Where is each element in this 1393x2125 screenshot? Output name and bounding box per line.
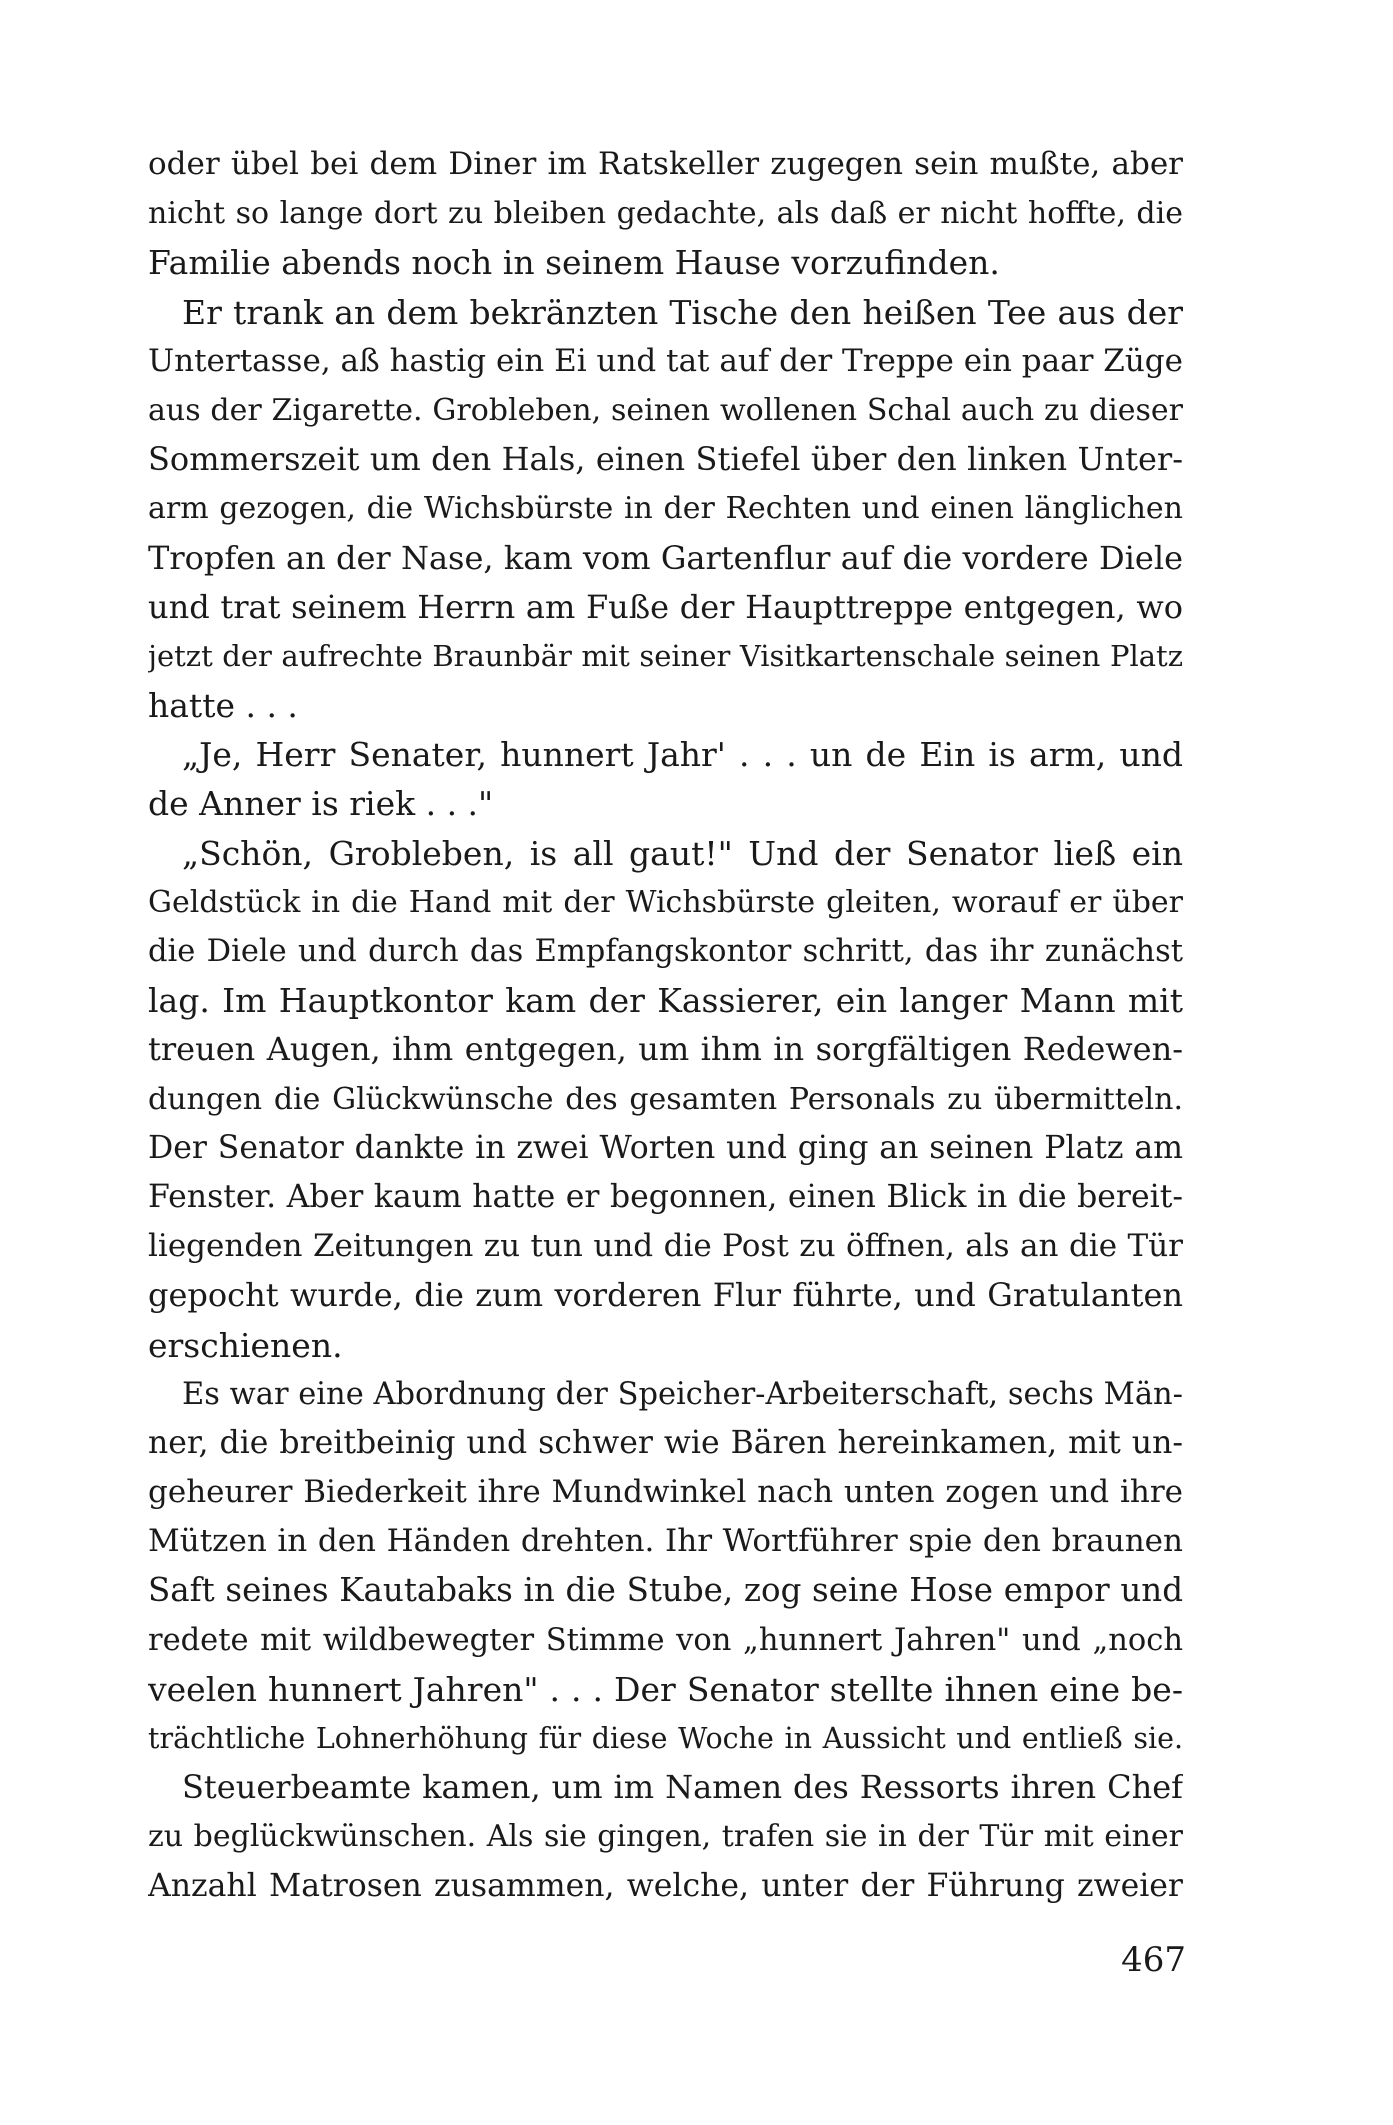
text-line: Steuerbeamte kamen, um im Namen des Ressorts ihren Chef — [182, 1768, 1183, 1807]
text-line: Familie abends noch in seinem Hause vorzufinden. — [148, 243, 1000, 283]
text-line: ner, die breitbeinig und schwer wie Bären hereinkamen, mit un- — [148, 1424, 1183, 1461]
text-line: „Schön, Grobleben, is all gaut!" Und der Senator ließ ein — [182, 833, 1183, 873]
text-line: geheurer Biederkeit ihre Mundwinkel nach unten zogen und ihre — [148, 1474, 1183, 1511]
text-line: Geldstück in die Hand mit der Wichsbürste gleiten, worauf er über — [148, 884, 1183, 920]
text-line: hatte . . . — [148, 686, 298, 726]
text-line: Mützen in den Händen drehten. Ihr Wortführer spie den braunen — [148, 1523, 1183, 1560]
text-line: und trat seinem Herrn am Fuße der Haupttreppe entgegen, wo — [148, 587, 1183, 626]
text-line: nicht so lange dort zu bleiben gedachte, als daß er nicht hoffte, die — [148, 196, 1183, 232]
text-line: Saft seines Kautabaks in die Stube, zog seine Hose empor und — [148, 1571, 1183, 1610]
text-line: Tropfen an der Nase, kam vom Gartenflur auf die vordere Diele — [148, 538, 1183, 577]
text-line: veelen hunnert Jahren" . . . Der Senator stellte ihnen eine be- — [148, 1669, 1183, 1709]
text-line: gepocht wurde, die zum vorderen Flur führte, und Gratulanten — [148, 1276, 1183, 1315]
text-line: treuen Augen, ihm entgegen, um ihm in sorgfältigen Redewen- — [148, 1030, 1183, 1069]
text-line: redete mit wildbewegter Stimme von „hunnert Jahren" und „noch — [148, 1622, 1183, 1658]
text-line: die Diele und durch das Empfangskontor schritt, das ihr zunächst — [148, 934, 1183, 969]
text-line: aus der Zigarette. Grobleben, seinen wollenen Schal auch zu dieser — [148, 392, 1183, 428]
text-line: oder übel bei dem Diner im Ratskeller zugegen sein mußte, aber — [148, 146, 1183, 182]
text-line: Sommerszeit um den Hals, einen Stiefel über den linken Unter- — [148, 440, 1183, 479]
text-line: arm gezogen, die Wichsbürste in der Rechten und einen länglichen — [148, 491, 1183, 527]
text-line: dungen die Glückwünsche des gesamten Personals zu übermitteln. — [148, 1081, 1183, 1117]
text-line: de Anner is riek . . ." — [148, 784, 494, 824]
text-line: erschienen. — [148, 1325, 343, 1365]
text-line: Fenster. Aber kaum hatte er begonnen, einen Blick in die bereit- — [148, 1178, 1183, 1215]
text-line: Es war eine Abordnung der Speicher-Arbeiterschaft, sechs Män- — [182, 1376, 1183, 1412]
text-line: Der Senator dankte in zwei Worten und ging an seinen Platz am — [148, 1129, 1183, 1166]
page-number: 467 — [1121, 1940, 1186, 1980]
text-line: jetzt der aufrechte Braunbär mit seiner Visitkartenschale seinen Platz — [148, 638, 1183, 673]
text-line: trächtliche Lohnerhöhung für diese Woche in Aussicht und entließ sie. — [148, 1722, 1183, 1755]
text-line: Er trank an dem bekränzten Tische den heißen Tee aus der — [182, 292, 1183, 332]
text-line: Anzahl Matrosen zusammen, welche, unter der Führung zweier — [148, 1867, 1183, 1904]
body-text — [148, 140, 1183, 1911]
text-line: Untertasse, aß hastig ein Ei und tat auf der Treppe ein paar Züge — [148, 342, 1183, 379]
text-line: liegenden Zeitungen zu tun und die Post zu öffnen, als an die Tür — [148, 1228, 1183, 1265]
text-line: „Je, Herr Senater, hunnert Jahr' . . . un de Ein is arm, und — [182, 735, 1183, 775]
text-line: zu beglückwünschen. Als sie gingen, trafen sie in der Tür mit einer — [148, 1819, 1183, 1855]
text-line: lag. Im Hauptkontor kam der Kassierer, ein langer Mann mit — [148, 981, 1183, 1021]
